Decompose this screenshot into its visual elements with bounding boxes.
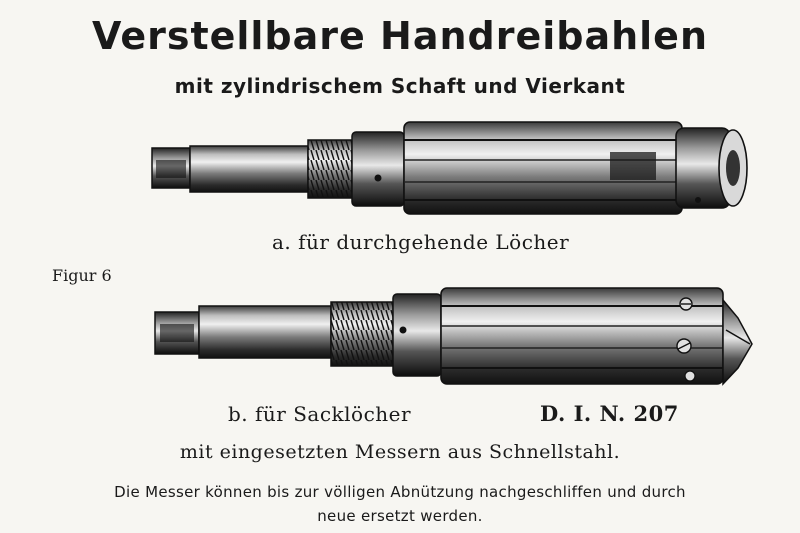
reamer-b-tip [723,300,752,384]
material-note: mit eingesetzten Messern aus Schnellstahl. [179,441,621,463]
din-standard: D. I. N. 207 [540,401,679,426]
reamer-b-body [441,288,723,384]
footer-line-2: neue ersetzt werden. [317,507,483,525]
page-subtitle: mit zylindrischem Schaft und Vierkant [174,74,626,98]
reamer-b-collar [393,294,441,376]
page-title: Verstellbare Handreibahlen [91,14,709,58]
figure-label: Figur 6 [52,266,112,285]
footer-line-1: Die Messer können bis zur völligen Abnützung nachgeschliffen und durch [114,483,686,501]
caption-a: a. für durchgehende Löcher [272,230,570,254]
reamer-b-shank [155,306,331,358]
caption-b: b. für Sacklöcher [228,402,412,426]
reamer-b-thread [331,302,393,366]
